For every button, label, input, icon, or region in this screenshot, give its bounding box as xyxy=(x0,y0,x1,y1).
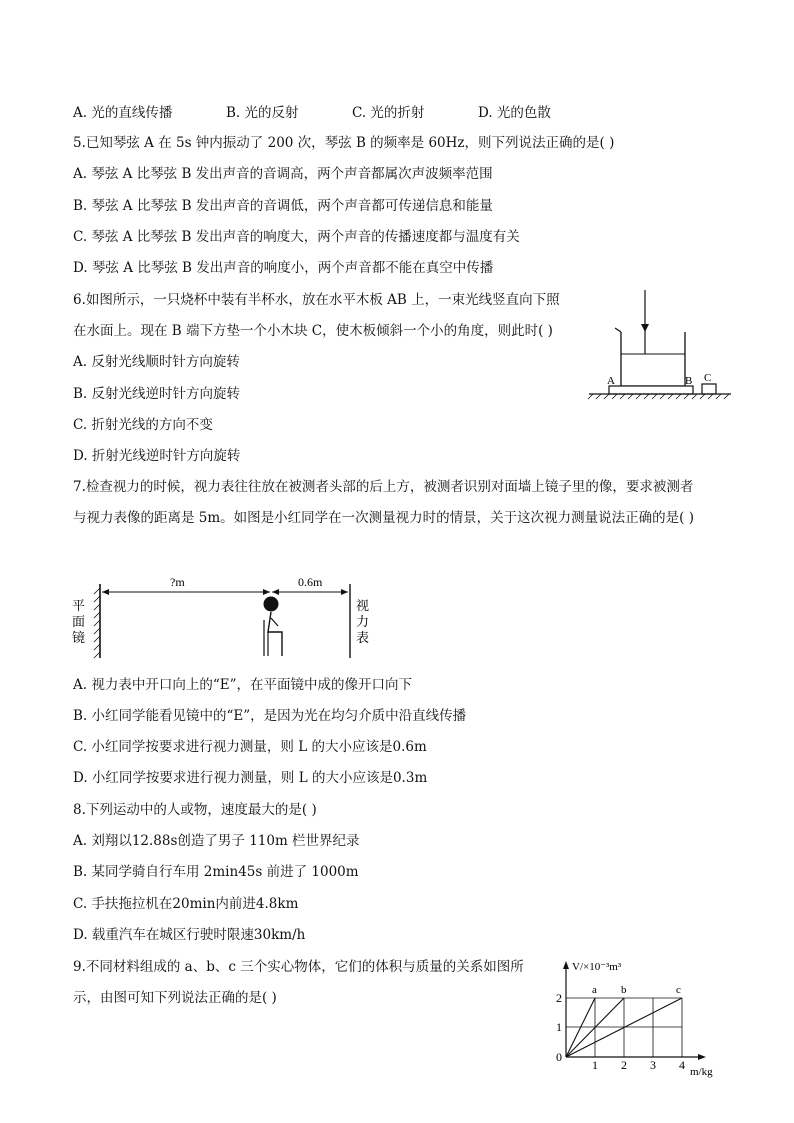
x-tick-2: 2 xyxy=(621,1058,627,1072)
label-line-c: c xyxy=(676,984,681,996)
q7-stem-line1: 7.检查视力的时候，视力表往往放在被测者头部的后上方，被测者识别对面墙上镜子里的像，要求被测者 xyxy=(73,479,694,495)
q5-option-b: B. 琴弦 A 比琴弦 B 发出声音的音调低，两个声音都可传递信息和能量 xyxy=(73,198,493,214)
distance-right-label: 0.6m xyxy=(298,575,323,589)
q6-stem-line2: 在水面上。现在 B 端下方垫一个小木块 C，使木板倾斜一个小的角度，则此时( ) xyxy=(73,323,553,339)
label-c: C xyxy=(704,372,712,384)
q7-option-c: C. 小红同学按要求进行视力测量，则 L 的大小应该是0.6m xyxy=(73,739,427,755)
x-axis-label: m/kg xyxy=(690,1066,713,1078)
q5-option-a: A. 琴弦 A 比琴弦 B 发出声音的音调高，两个声音都属次声波频率范围 xyxy=(73,166,493,182)
q7-option-b: B. 小红同学能看见镜中的“E”，是因为光在均匀介质中沿直线传播 xyxy=(73,708,467,724)
q4-option-c: C. 光的折射 xyxy=(352,105,425,121)
mirror-label-2: 面 xyxy=(72,614,86,629)
person-head xyxy=(264,597,279,612)
q6-option-c: C. 折射光线的方向不变 xyxy=(73,417,213,433)
q7-option-d: D. 小红同学按要求进行视力测量，则 L 的大小应该是0.3m xyxy=(73,770,428,786)
y-axis-arrow-icon xyxy=(563,961,569,969)
y-tick-1: 1 xyxy=(556,1020,562,1034)
q8-option-a: A. 刘翔以12.88s创造了男子 110m 栏世界纪录 xyxy=(73,833,360,849)
label-line-a: a xyxy=(592,984,597,996)
beaker xyxy=(621,332,685,386)
q9-stem-line1: 9.不同材料组成的 a、b、c 三个实心物体，它们的体积与质量的关系如图所 xyxy=(73,959,524,975)
x-tick-1: 1 xyxy=(592,1058,598,1072)
line-a xyxy=(566,998,595,1057)
q6-option-b: B. 反射光线逆时针方向旋转 xyxy=(73,386,241,402)
y-tick-2: 2 xyxy=(556,991,562,1005)
chart-label-2: 力 xyxy=(356,614,370,629)
distance-left-label: ?m xyxy=(170,575,185,589)
q6-beaker-figure xyxy=(585,288,735,403)
x-tick-4: 4 xyxy=(679,1058,685,1072)
mirror-label-3: 镜 xyxy=(72,630,86,645)
q8-option-b: B. 某同学骑自行车用 2min45s 前进了 1000m xyxy=(73,864,359,880)
label-b: B xyxy=(685,375,693,387)
y-axis-label: V/×10⁻³m³ xyxy=(572,961,622,973)
q9-stem-line2: 示，由图可知下列说法正确的是( ) xyxy=(73,990,277,1006)
x-tick-3: 3 xyxy=(650,1058,656,1072)
label-line-b: b xyxy=(621,984,627,996)
q4-option-d: D. 光的色散 xyxy=(478,105,551,121)
q6-option-a: A. 反射光线顺时针方向旋转 xyxy=(73,354,240,370)
label-a: A xyxy=(607,375,615,387)
block-c xyxy=(702,384,716,394)
chart-label-3: 表 xyxy=(356,630,370,645)
q8-option-d: D. 载重汽车在城区行驶时限速30km/h xyxy=(73,927,306,943)
q7-eye-test-figure xyxy=(66,570,386,665)
ray-arrow-icon xyxy=(641,324,649,332)
x-axis-arrow-icon xyxy=(698,1054,706,1060)
q4-option-b: B. 光的反射 xyxy=(226,105,299,121)
q5-option-c: C. 琴弦 A 比琴弦 B 发出声音的响度大，两个声音的传播速度都与温度有关 xyxy=(73,229,520,245)
q5-option-d: D. 琴弦 A 比琴弦 B 发出声音的响度小，两个声音都不能在真空中传播 xyxy=(73,260,494,276)
q8-stem: 8.下列运动中的人或物，速度最大的是( ) xyxy=(73,802,317,818)
y-tick-0: 0 xyxy=(556,1050,562,1064)
q7-option-a: A. 视力表中开口向上的“E”，在平面镜中成的像开口向下 xyxy=(73,677,412,693)
q8-option-c: C. 手扶拖拉机在20min内前进4.8km xyxy=(73,896,299,912)
q5-stem: 5.已知琴弦 A 在 5s 钟内振动了 200 次，琴弦 B 的频率是 60Hz，则下列说法正确的是( ) xyxy=(73,135,615,151)
board-ab xyxy=(609,386,693,394)
q4-option-a: A. 光的直线传播 xyxy=(73,105,173,121)
person-body xyxy=(268,612,282,656)
q6-option-d: D. 折射光线逆时针方向旋转 xyxy=(73,448,241,464)
q7-stem-line2: 与视力表像的距离是 5m。如图是小红同学在一次测量视力时的情景，关于这次视力测量说法正确的是( ) xyxy=(73,510,695,526)
q9-volume-mass-graph xyxy=(548,955,748,1080)
mirror-label-1: 平 xyxy=(72,598,86,613)
chart-label-1: 视 xyxy=(356,598,370,613)
q6-stem-line1: 6.如图所示，一只烧杯中装有半杯水，放在水平木板 AB 上，一束光线竖直向下照 xyxy=(73,292,560,308)
